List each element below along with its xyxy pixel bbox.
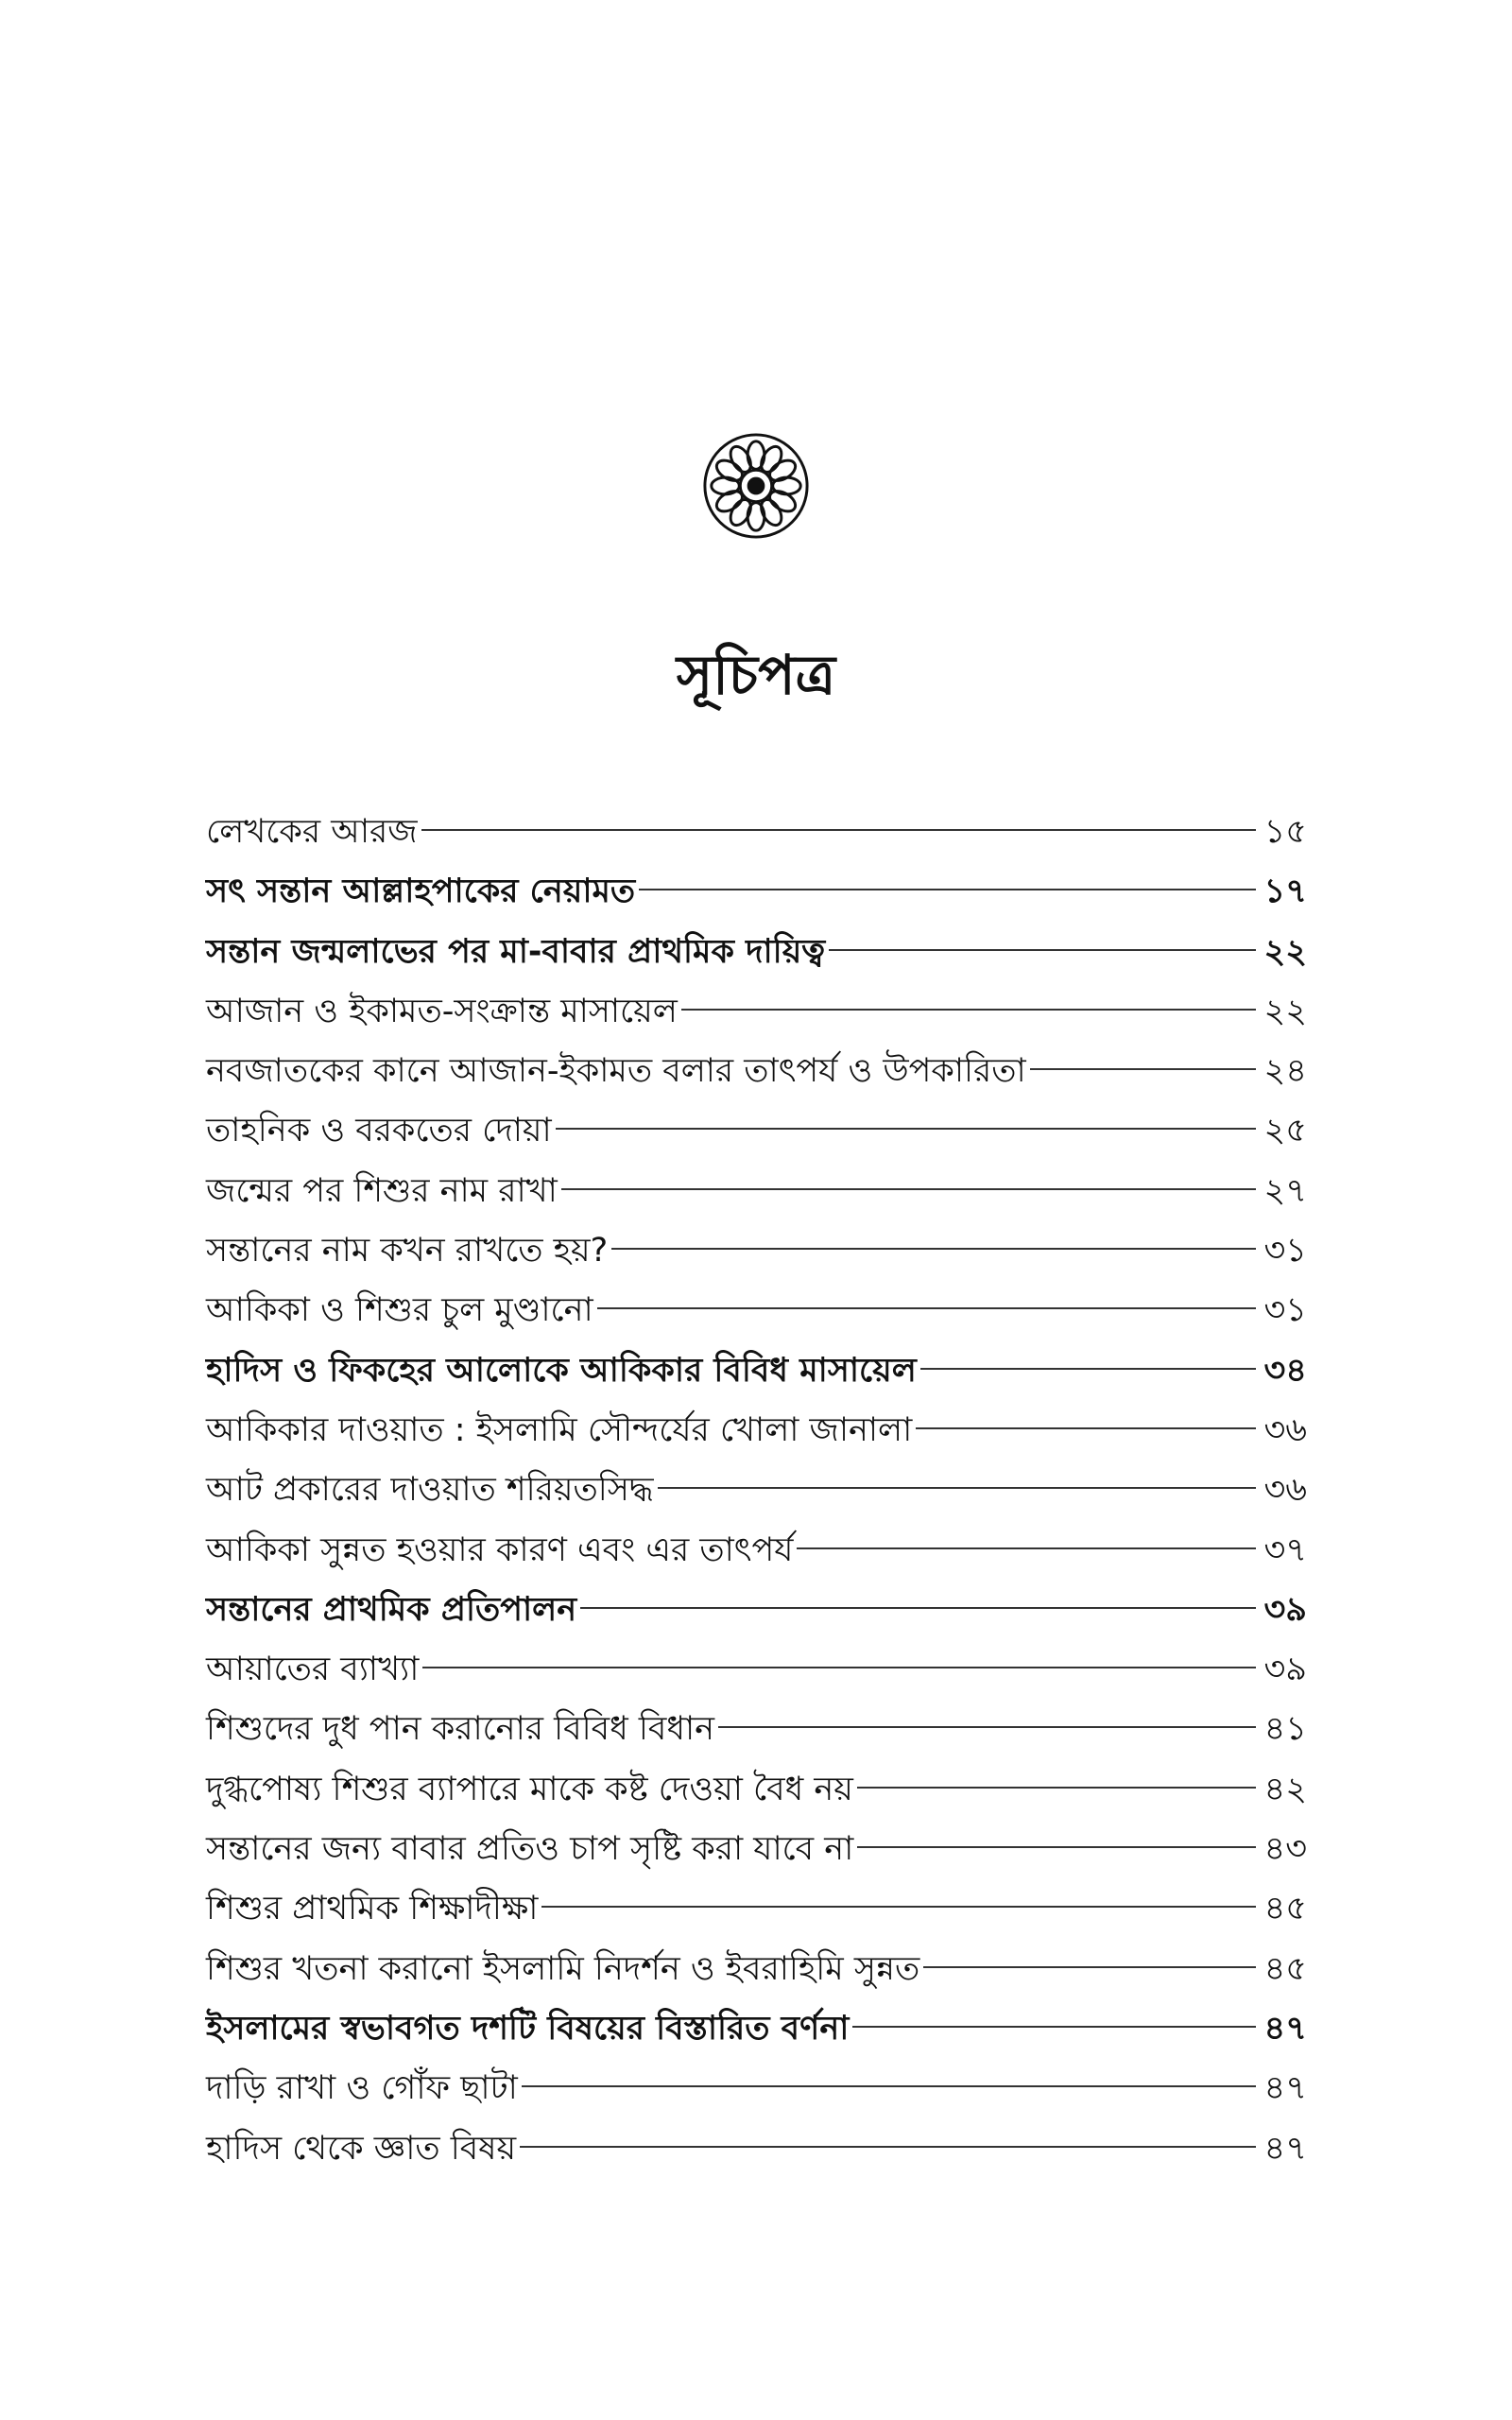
toc-entry-page-number: ২৫: [1263, 1112, 1307, 1150]
dot-leader-line: [541, 1906, 1256, 1908]
toc-entry-page-number: ৩৬: [1263, 1410, 1307, 1449]
dot-leader-line: [658, 1487, 1256, 1489]
dot-leader-line: [797, 1547, 1256, 1549]
toc-entry-title: সন্তানের নাম কখন রাখতে হয়?: [206, 1232, 609, 1270]
toc-entry-page-number: ৪৫: [1263, 1890, 1307, 1928]
toc-entry-page-number: ৪৫: [1263, 1949, 1307, 1988]
toc-entry-title: আকিকা সুন্নত হওয়ার কারণ এবং এর তাৎপর্য: [206, 1530, 794, 1569]
toc-entry: [206, 1999, 1307, 2059]
toc-entry: [206, 1341, 1307, 1401]
toc-entry: [206, 862, 1307, 922]
toc-entry-title: শিশুদের দুধ পান করানোর বিবিধ বিধান: [206, 1710, 714, 1749]
toc-entry-title: লেখকের আরজ: [206, 813, 418, 851]
dot-leader-line: [556, 1128, 1256, 1130]
toc-entry-title: আকিকার দাওয়াত : ইসলামি সৌন্দর্যের খোলা জানালা: [206, 1410, 913, 1449]
toc-entry: [206, 2119, 1307, 2179]
dot-leader-line: [857, 1787, 1256, 1789]
flower-rosette-icon: [700, 430, 812, 542]
toc-entry-title: তাহনিক ও বরকতের দোয়া: [206, 1112, 552, 1150]
toc-entry: [206, 1401, 1307, 1461]
toc-entry-page-number: ২২: [1263, 992, 1307, 1030]
toc-entry-title: হাদিস থেকে জ্ঞাত বিষয়: [206, 2129, 517, 2168]
toc-entry-page-number: ৩১: [1263, 1232, 1307, 1270]
toc-entry: [206, 982, 1307, 1042]
toc-entry-title: হাদিস ও ফিকহের আলোকে আকিকার বিবিধ মাসায়েল: [206, 1351, 917, 1390]
toc-entry-page-number: ৪৭: [1263, 2009, 1307, 2048]
toc-entry-title: আট প্রকারের দাওয়াত শরিয়তসিদ্ধ: [206, 1471, 654, 1510]
toc-entry-title: জন্মের পর শিশুর নাম রাখা: [206, 1171, 558, 1210]
dot-leader-line: [852, 2026, 1256, 2028]
toc-entry-page-number: ২৭: [1263, 1171, 1307, 1210]
dot-leader-line: [520, 2146, 1256, 2148]
toc-entry-page-number: ৩১: [1263, 1291, 1307, 1330]
toc-entry-title: আজান ও ইকামত-সংক্রান্ত মাসায়েল: [206, 992, 678, 1030]
toc-entry-page-number: ২২: [1263, 932, 1307, 971]
dot-leader-line: [1030, 1068, 1256, 1070]
dot-leader-line: [561, 1188, 1256, 1190]
toc-entry-title: শিশুর প্রাথমিক শিক্ষাদীক্ষা: [206, 1890, 539, 1928]
toc-entry: [206, 1820, 1307, 1879]
toc-entry: [206, 1879, 1307, 1939]
toc-entry: [206, 1940, 1307, 1999]
toc-entry-page-number: ৩৯: [1263, 1651, 1307, 1689]
dot-leader-line: [639, 889, 1256, 890]
dot-leader-line: [522, 2085, 1256, 2087]
dot-leader-line: [857, 1846, 1256, 1848]
toc-entry: [206, 1521, 1307, 1581]
dot-leader-line: [923, 1966, 1256, 1968]
toc-entry-title: দাড়ি রাখা ও গোঁফ ছাটা: [206, 2069, 518, 2108]
toc-entry-page-number: ৩৭: [1263, 1530, 1307, 1569]
toc-entry: [206, 1281, 1307, 1340]
toc-entry: [206, 1221, 1307, 1281]
toc-entry-page-number: ৪২: [1263, 1770, 1307, 1808]
toc-entry-page-number: ৪৩: [1263, 1830, 1307, 1869]
toc-entry-title: আয়াতের ব্যাখ্যা: [206, 1651, 420, 1689]
toc-entry-title: সন্তানের জন্য বাবার প্রতিও চাপ সৃষ্টি করা যাবে না: [206, 1830, 854, 1869]
dot-leader-line: [920, 1368, 1256, 1370]
toc-entry-title: সন্তান জন্মলাভের পর মা-বাবার প্রাথমিক দায়িত্ব: [206, 932, 826, 971]
toc-entry: [206, 923, 1307, 982]
toc-entry: [206, 2059, 1307, 2118]
dot-leader-line: [611, 1248, 1256, 1250]
dot-leader-line: [421, 829, 1256, 831]
toc-entry: [206, 1640, 1307, 1700]
toc-entry-title: আকিকা ও শিশুর চুল মুণ্ডানো: [206, 1291, 593, 1330]
toc-entry: [206, 1101, 1307, 1161]
toc-entry: [206, 1760, 1307, 1820]
toc-entry: [206, 1581, 1307, 1640]
toc-entry: [206, 1042, 1307, 1101]
toc-entry-title: সন্তানের প্রাথমিক প্রতিপালন: [206, 1590, 577, 1629]
toc-entry: [206, 803, 1307, 862]
table-of-contents: [206, 803, 1307, 2179]
toc-entry-title: ইসলামের স্বভাবগত দশটি বিষয়ের বিস্তারিত বর্ণনা: [206, 2009, 850, 2048]
toc-entry-title: নবজাতকের কানে আজান-ইকামত বলার তাৎপর্য ও উপকারিতা: [206, 1052, 1026, 1091]
toc-entry-page-number: ৩৬: [1263, 1471, 1307, 1510]
toc-entry: [206, 1162, 1307, 1221]
dot-leader-line: [681, 1009, 1256, 1011]
toc-entry-title: দুগ্ধপোষ্য শিশুর ব্যাপারে মাকে কষ্ট দেওয়া বৈধ নয়: [206, 1770, 853, 1808]
dot-leader-line: [597, 1307, 1256, 1309]
toc-entry-page-number: ২৪: [1263, 1052, 1307, 1091]
toc-entry-page-number: ৩৪: [1263, 1351, 1307, 1390]
dot-leader-line: [829, 949, 1256, 951]
toc-entry-page-number: ৪৭: [1263, 2069, 1307, 2108]
toc-entry-page-number: ৪১: [1263, 1710, 1307, 1749]
dot-leader-line: [916, 1427, 1256, 1429]
toc-entry: [206, 1700, 1307, 1759]
dot-leader-line: [580, 1607, 1256, 1609]
toc-entry-title: সৎ সন্তান আল্লাহপাকের নেয়ামত: [206, 873, 636, 911]
dot-leader-line: [422, 1667, 1256, 1668]
toc-entry: [206, 1461, 1307, 1520]
page-title: সূচিপত্র: [676, 643, 836, 707]
toc-entry-page-number: ৩৯: [1263, 1590, 1307, 1629]
toc-entry-page-number: ১৭: [1263, 873, 1307, 911]
dot-leader-line: [718, 1726, 1256, 1728]
toc-entry-page-number: ৪৭: [1263, 2129, 1307, 2168]
toc-entry-title: শিশুর খতনা করানো ইসলামি নিদর্শন ও ইবরাহিমি সুন্নত: [206, 1949, 920, 1988]
toc-entry-page-number: ১৫: [1263, 813, 1307, 851]
